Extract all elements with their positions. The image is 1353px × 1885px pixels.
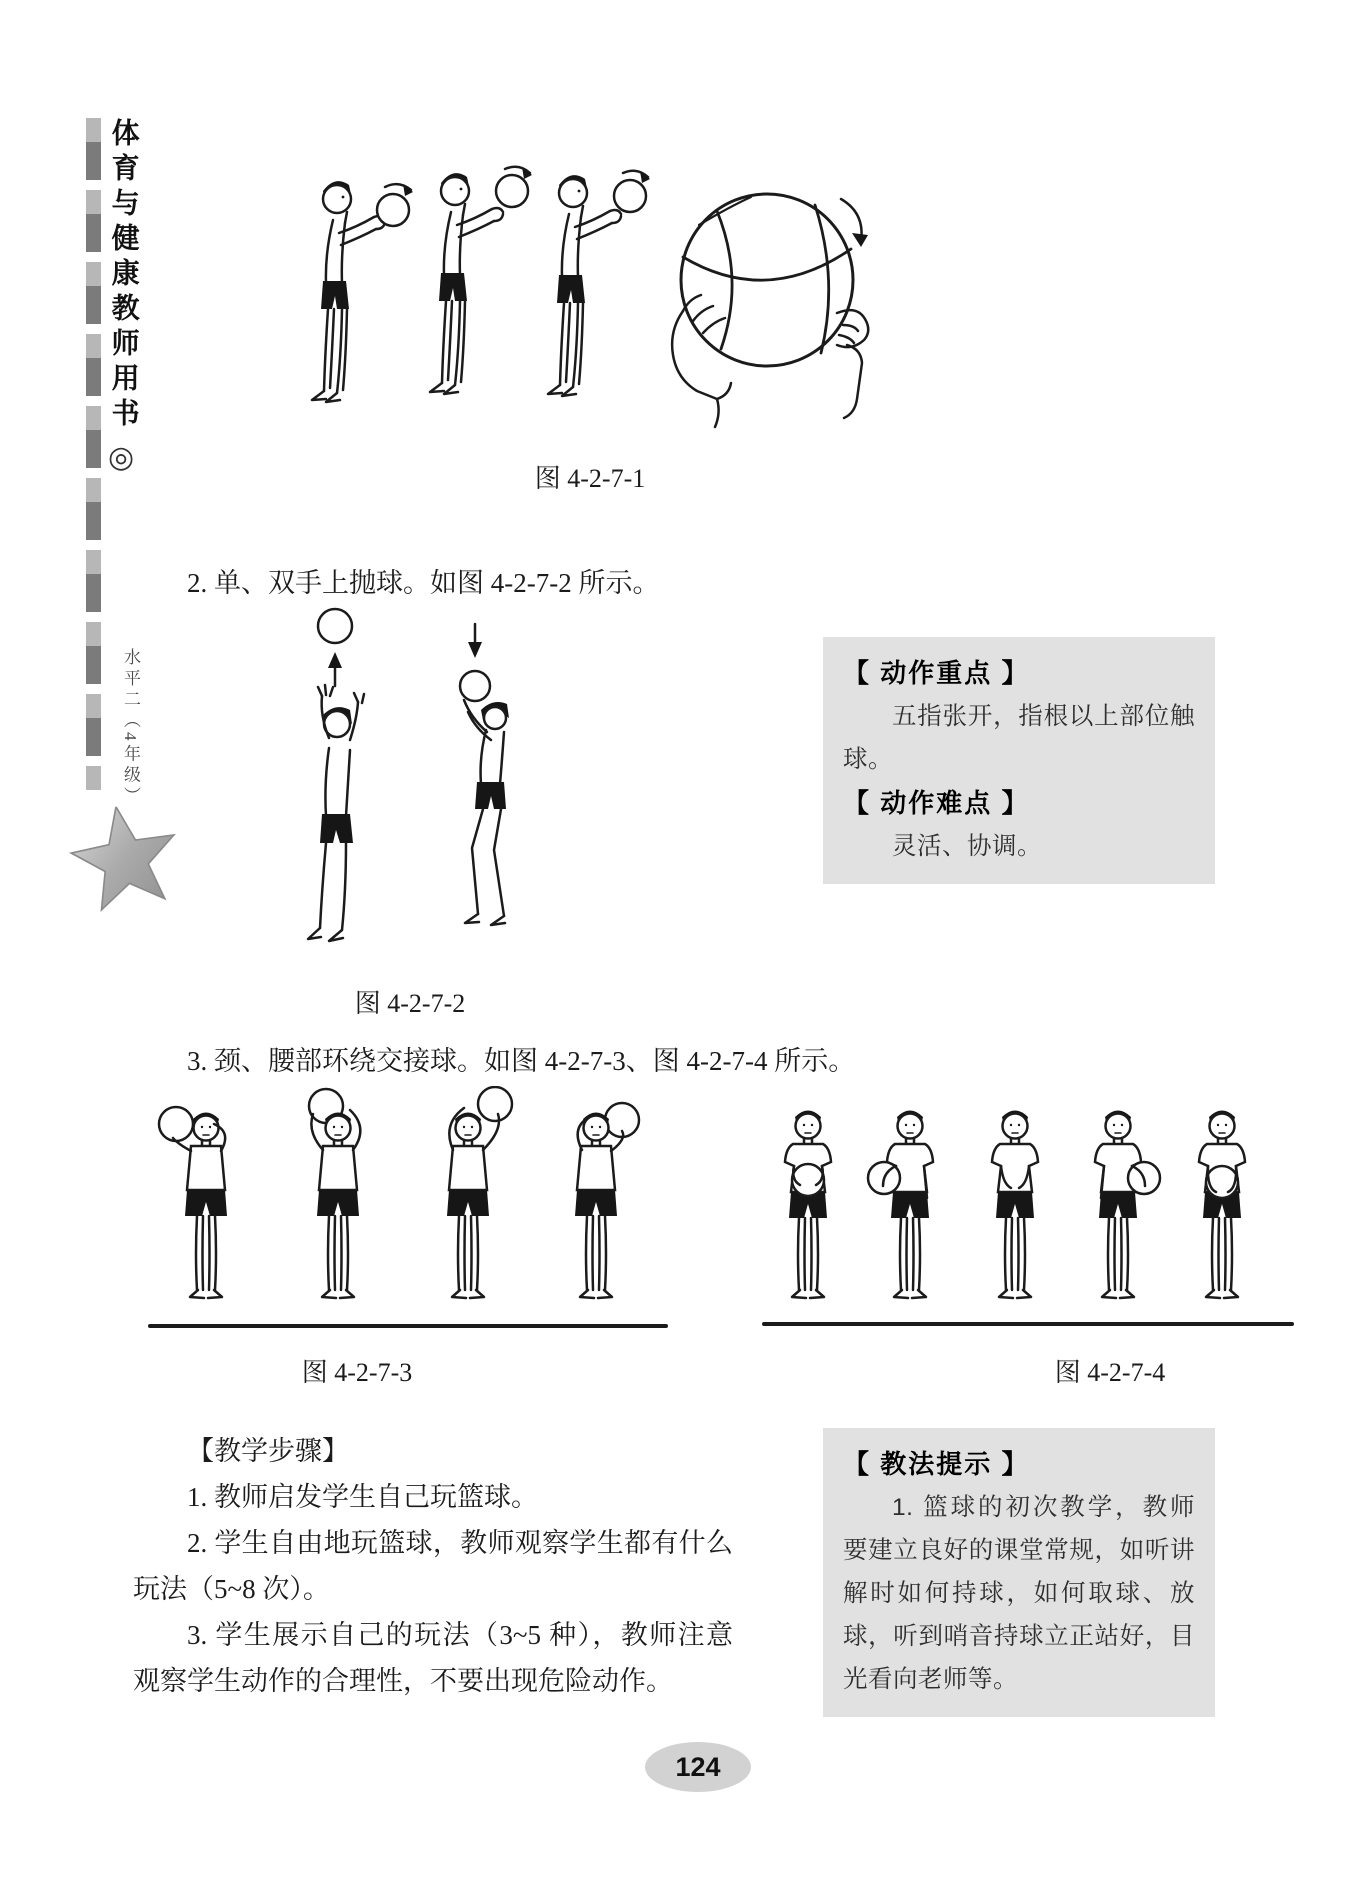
action-key-body: 五指张开，指根以上部位触球。 [843, 703, 1195, 773]
action-difficulty-body: 灵活、协调。 [892, 833, 1042, 860]
teaching-tips-box [823, 1428, 1215, 1717]
teaching-tips-body: 1. 篮球的初次教学，教师要建立良好的课堂常规，如听讲解时如何持球，如何取球、放球，听到哨音持球立正站好，目光看向老师等。 [843, 1494, 1195, 1693]
paragraph-item-2: 2. 单、双手上抛球。如图 4-2-7-2 所示。 [187, 568, 660, 598]
teaching-step-3: 3. 学生展示自己的玩法（3~5 种），教师注意观察学生动作的合理性，不要出现危险动作。 [133, 1620, 733, 1696]
basketball-closeup [672, 194, 868, 427]
action-key-heading: 【 动作重点 】 [843, 658, 1030, 688]
figure-4-2-7-2-illustration [265, 598, 565, 958]
figure-2-caption: 图 4-2-7-2 [354, 989, 466, 1018]
page-number-badge [645, 1742, 751, 1792]
star-icon [62, 797, 188, 919]
teaching-step-2: 2. 学生自由地玩篮球，教师观察学生都有什么玩法（5~8 次）。 [133, 1528, 733, 1604]
page-number: 124 [675, 1751, 721, 1782]
grade-level-label: 水平二（4年级） [121, 648, 140, 808]
action-points-box [823, 637, 1215, 884]
figure-4-caption: 图 4-2-7-4 [1054, 1358, 1166, 1387]
figure-4-2-7-3-illustration [148, 1086, 668, 1336]
figure-4-2-7-4-illustration [760, 1082, 1295, 1337]
action-difficulty-heading: 【 动作难点 】 [843, 788, 1030, 818]
teaching-steps-heading: 【教学步骤】 [187, 1436, 349, 1466]
figure-4-2-7-1-illustration [285, 145, 885, 465]
paragraph-item-3: 3. 颈、腰部环绕交接球。如图 4-2-7-3、图 4-2-7-4 所示。 [187, 1046, 856, 1076]
book-title-vertical: 体育与健康教师用书 [107, 118, 139, 433]
figure-3-caption: 图 4-2-7-3 [301, 1358, 413, 1387]
figure-1-caption: 图 4-2-7-1 [534, 464, 646, 493]
teaching-steps-section [133, 1428, 733, 1704]
sidebar-decorative-blocks [86, 118, 101, 790]
title-ring-icon: ◎ [108, 441, 135, 474]
teaching-step-1: 1. 教师启发学生自己玩篮球。 [187, 1482, 538, 1512]
teaching-tips-heading: 【 教法提示 】 [843, 1449, 1030, 1479]
